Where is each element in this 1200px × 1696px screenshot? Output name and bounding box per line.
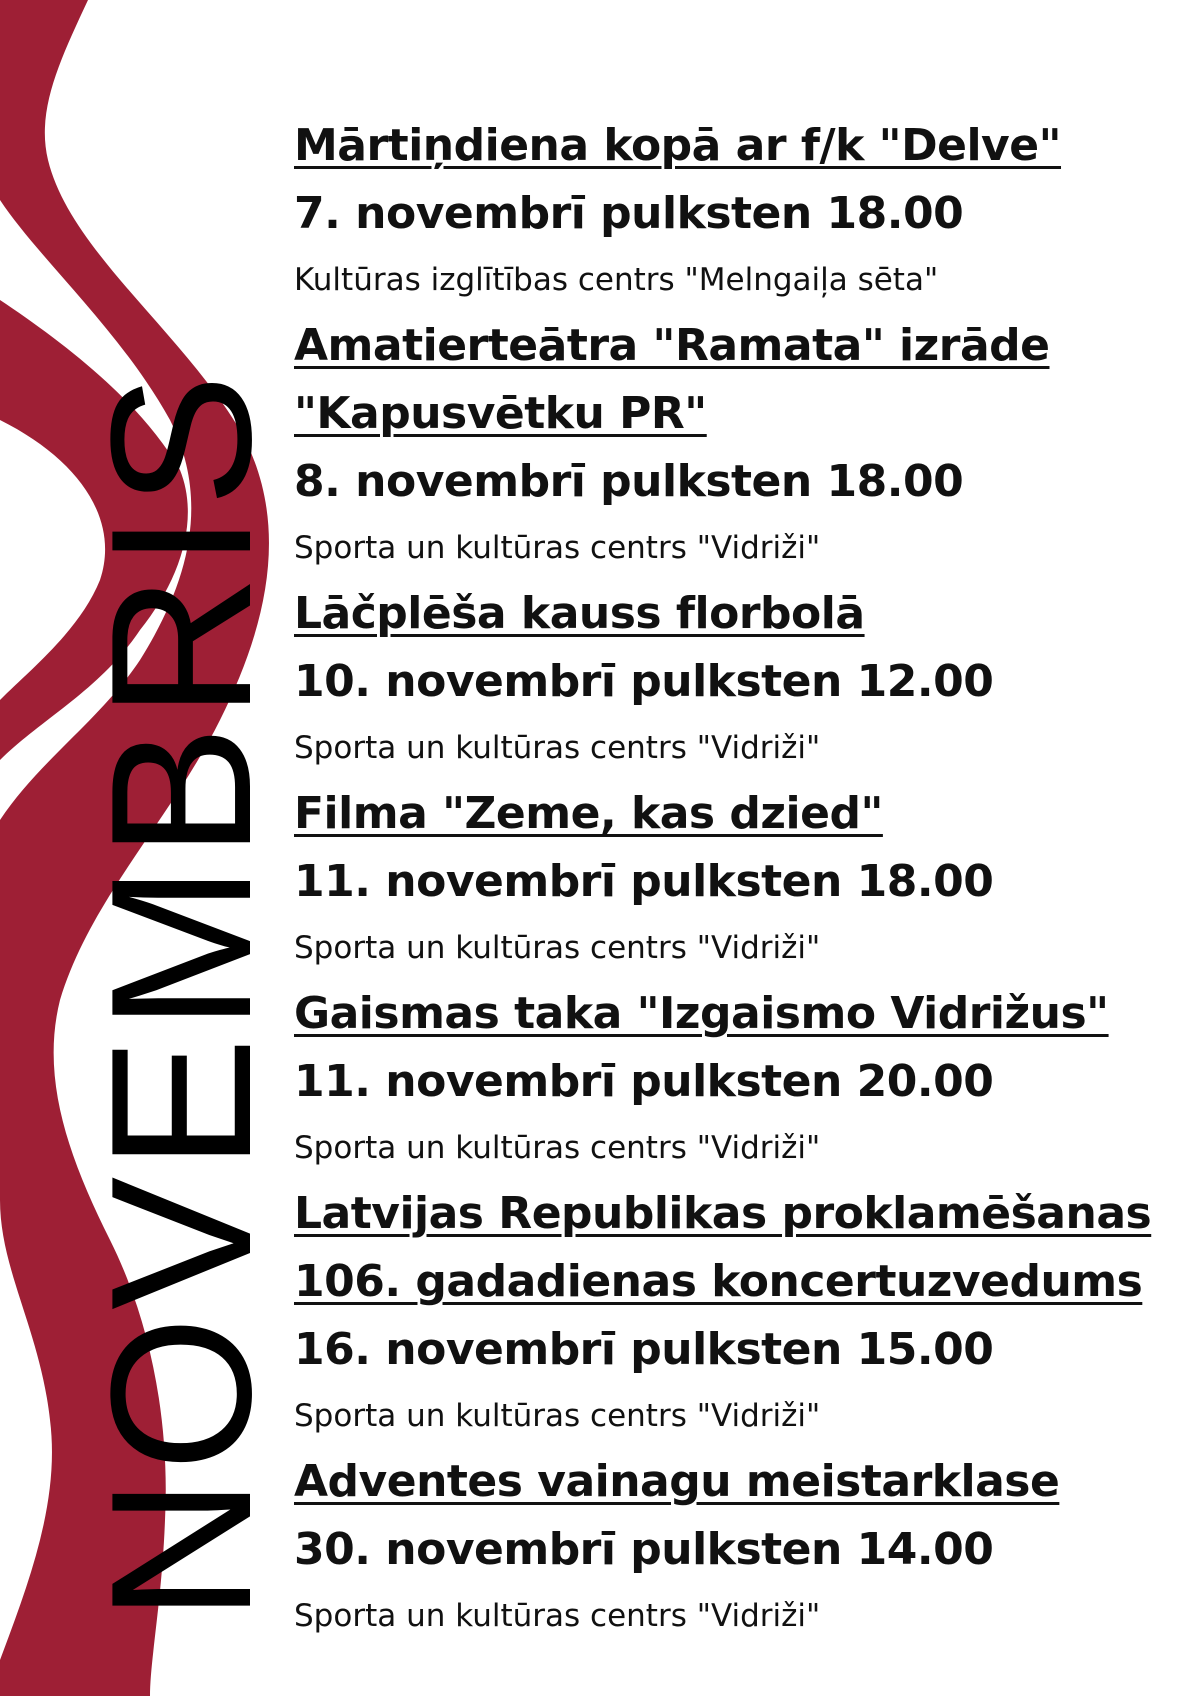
event-item <box>294 1180 1174 1448</box>
event-item <box>294 580 1174 780</box>
event-date: 11. novembrī pulksten 18.00 <box>294 856 994 907</box>
event-venue: Sporta un kultūras centrs "Vidriži" <box>294 530 821 566</box>
event-title: Latvijas Republikas proklamēšanas <box>294 1188 1152 1239</box>
event-venue: Sporta un kultūras centrs "Vidriži" <box>294 730 821 766</box>
event-title: Gaismas taka "Izgaismo Vidrižus" <box>294 988 1109 1039</box>
event-item <box>294 780 1174 980</box>
event-date: 11. novembrī pulksten 20.00 <box>294 1056 994 1107</box>
event-venue: Sporta un kultūras centrs "Vidriži" <box>294 930 821 966</box>
event-venue: Sporta un kultūras centrs "Vidriži" <box>294 1398 821 1434</box>
event-item <box>294 980 1174 1180</box>
event-title: Adventes vainagu meistarklase <box>294 1456 1060 1507</box>
event-date: 10. novembrī pulksten 12.00 <box>294 656 994 707</box>
event-date: 8. novembrī pulksten 18.00 <box>294 456 964 507</box>
event-list <box>294 112 1174 1648</box>
month-title: NOVEMBRIS <box>70 367 293 1622</box>
event-title: Filma "Zeme, kas dzied" <box>294 788 883 839</box>
event-title-continued: 106. gadadienas koncertuzvedums <box>294 1256 1143 1307</box>
event-date: 16. novembrī pulksten 15.00 <box>294 1324 994 1375</box>
event-item <box>294 112 1174 312</box>
event-title-continued: "Kapusvētku PR" <box>294 388 707 439</box>
event-venue: Kultūras izglītības centrs "Melngaiļa sēta" <box>294 262 939 298</box>
event-item <box>294 312 1174 580</box>
event-title: Mārtiņdiena kopā ar f/k "Delve" <box>294 120 1062 171</box>
event-date: 30. novembrī pulksten 14.00 <box>294 1524 994 1575</box>
event-item <box>294 1448 1174 1648</box>
event-title: Amatierteātra "Ramata" izrāde <box>294 320 1050 371</box>
event-date: 7. novembrī pulksten 18.00 <box>294 188 964 239</box>
event-title: Lāčplēša kauss florbolā <box>294 588 865 639</box>
event-venue: Sporta un kultūras centrs "Vidriži" <box>294 1130 821 1166</box>
event-venue: Sporta un kultūras centrs "Vidriži" <box>294 1598 821 1634</box>
